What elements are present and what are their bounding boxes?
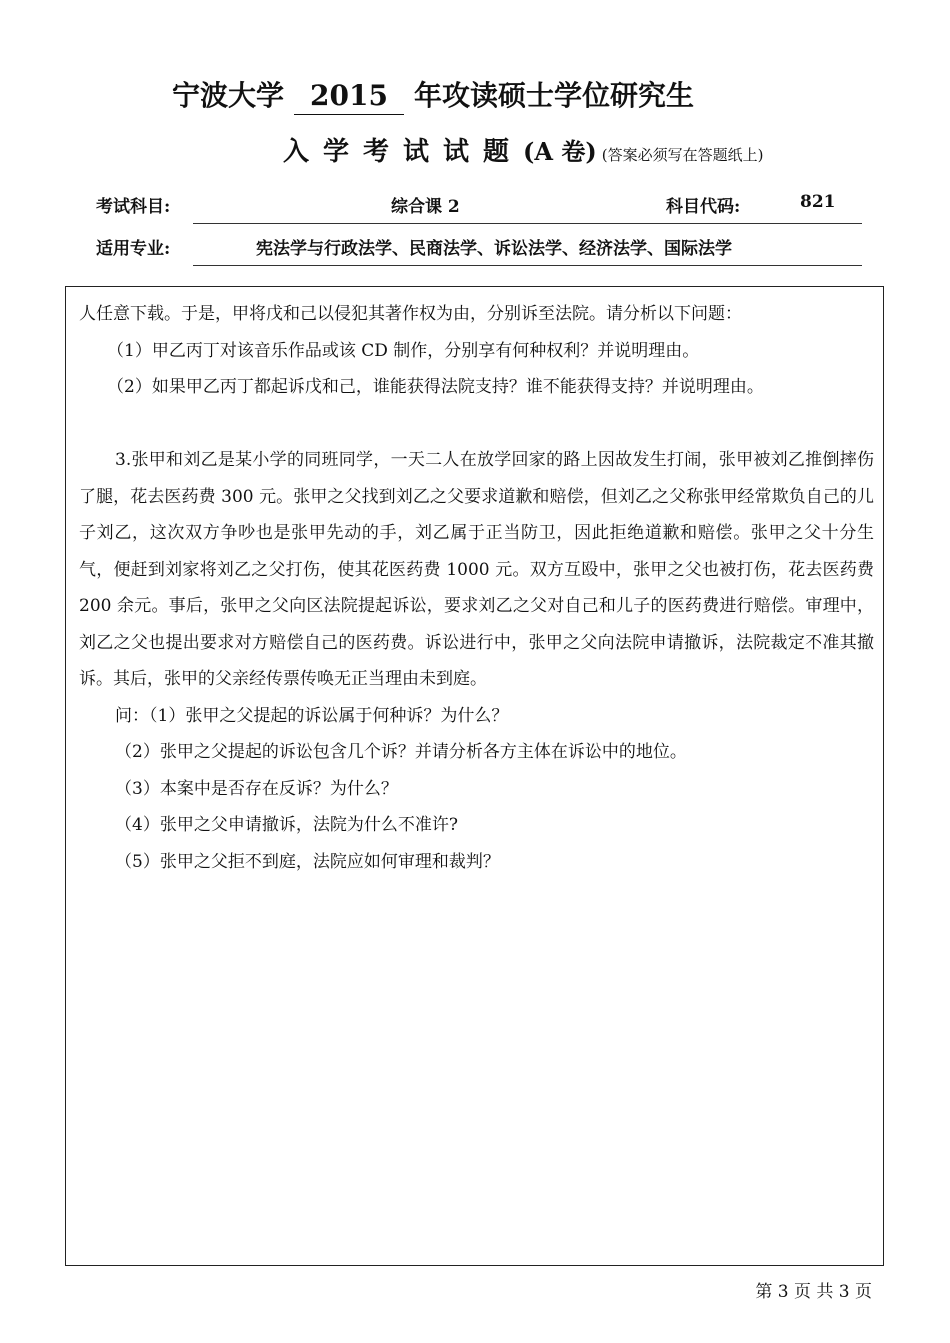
question-3-2: （2）张甲之父提起的诉讼包含几个诉？并请分析各方主体在诉讼中的地位。 xyxy=(115,742,687,762)
paragraph-continuation: 人任意下载。于是，甲将戊和己以侵犯其著作权为由，分别诉至法院。请分析以下问题： xyxy=(79,304,742,324)
blank-line xyxy=(79,406,874,443)
major-label: 适用专业: xyxy=(96,239,171,259)
code-label: 科目代码: xyxy=(666,197,741,217)
question-3-5: （5）张甲之父拒不到庭，法院应如何审理和裁判？ xyxy=(115,851,500,872)
code-value: 821 xyxy=(800,192,836,212)
question-3-1: 问：（1）张甲之父提起的诉讼属于何种诉？为什么？ xyxy=(115,705,509,726)
exam-title-line1 xyxy=(172,76,694,116)
major-value: 宪法学与行政法学、民商法学、诉讼法学、经济法学、国际法学 xyxy=(256,239,732,259)
question-3-case: 3.张甲和刘乙是某小学的同班同学，一天二人在放学回家的路上因故发生打闹，张甲被刘乙推倒摔伤了腿，花去医药费 300 元。张甲之父找到刘乙之父要求道歉和赔偿，但刘乙之父称张甲经常欺负自己的儿子刘乙，这次双方争吵也是张甲先动的手，刘乙属于正当防卫，因此拒绝道歉和赔偿。张甲之父十分生气，便赶到刘家将刘乙之父打伤，使其花医药费 1000 元。双方互殴中，张甲之父也被打伤，花去医药费 200 余元。事后，张甲之父向区法院提起诉讼，要求刘乙之父对自己和儿子的医药费进行赔偿。审理中，刘乙之父也提出要求对方赔偿自己的医药费。诉讼进行中，张甲之父向法院申请撤诉，法院裁定不准其撤诉。其后，张甲的父亲经传票传唤无正当理由未到庭。 xyxy=(79,450,874,689)
paper-type: (A 卷) xyxy=(523,137,597,166)
subject-label: 考试科目: xyxy=(96,197,171,217)
exam-year: 2015 xyxy=(294,78,404,115)
exam-title-line2 xyxy=(283,132,764,175)
university-name: 宁波大学 xyxy=(172,79,285,112)
title-suffix: 年攻读硕士学位研究生 xyxy=(414,79,695,112)
answer-note: (答案必须写在答题纸上) xyxy=(601,146,764,164)
subject-underline xyxy=(193,223,862,224)
question-2-2: （2）如果甲乙丙丁都起诉戊和己，谁能获得法院支持？谁不能获得支持？并说明理由。 xyxy=(107,377,764,397)
major-underline xyxy=(193,265,862,266)
exam-title: 入学考试试题 xyxy=(283,137,524,167)
subject-value: 综合课 2 xyxy=(391,197,460,217)
question-3-4: （4）张甲之父申请撤诉，法院为什么不准许? xyxy=(115,815,458,835)
question-2-1: （1）甲乙丙丁对该音乐作品或该 CD 制作，分别享有何种权利？并说明理由。 xyxy=(107,340,700,361)
question-3-3: （3）本案中是否存在反诉？为什么？ xyxy=(115,778,398,799)
question-content xyxy=(79,296,874,880)
page-number: 第 3 页 共 3 页 xyxy=(755,1282,872,1302)
